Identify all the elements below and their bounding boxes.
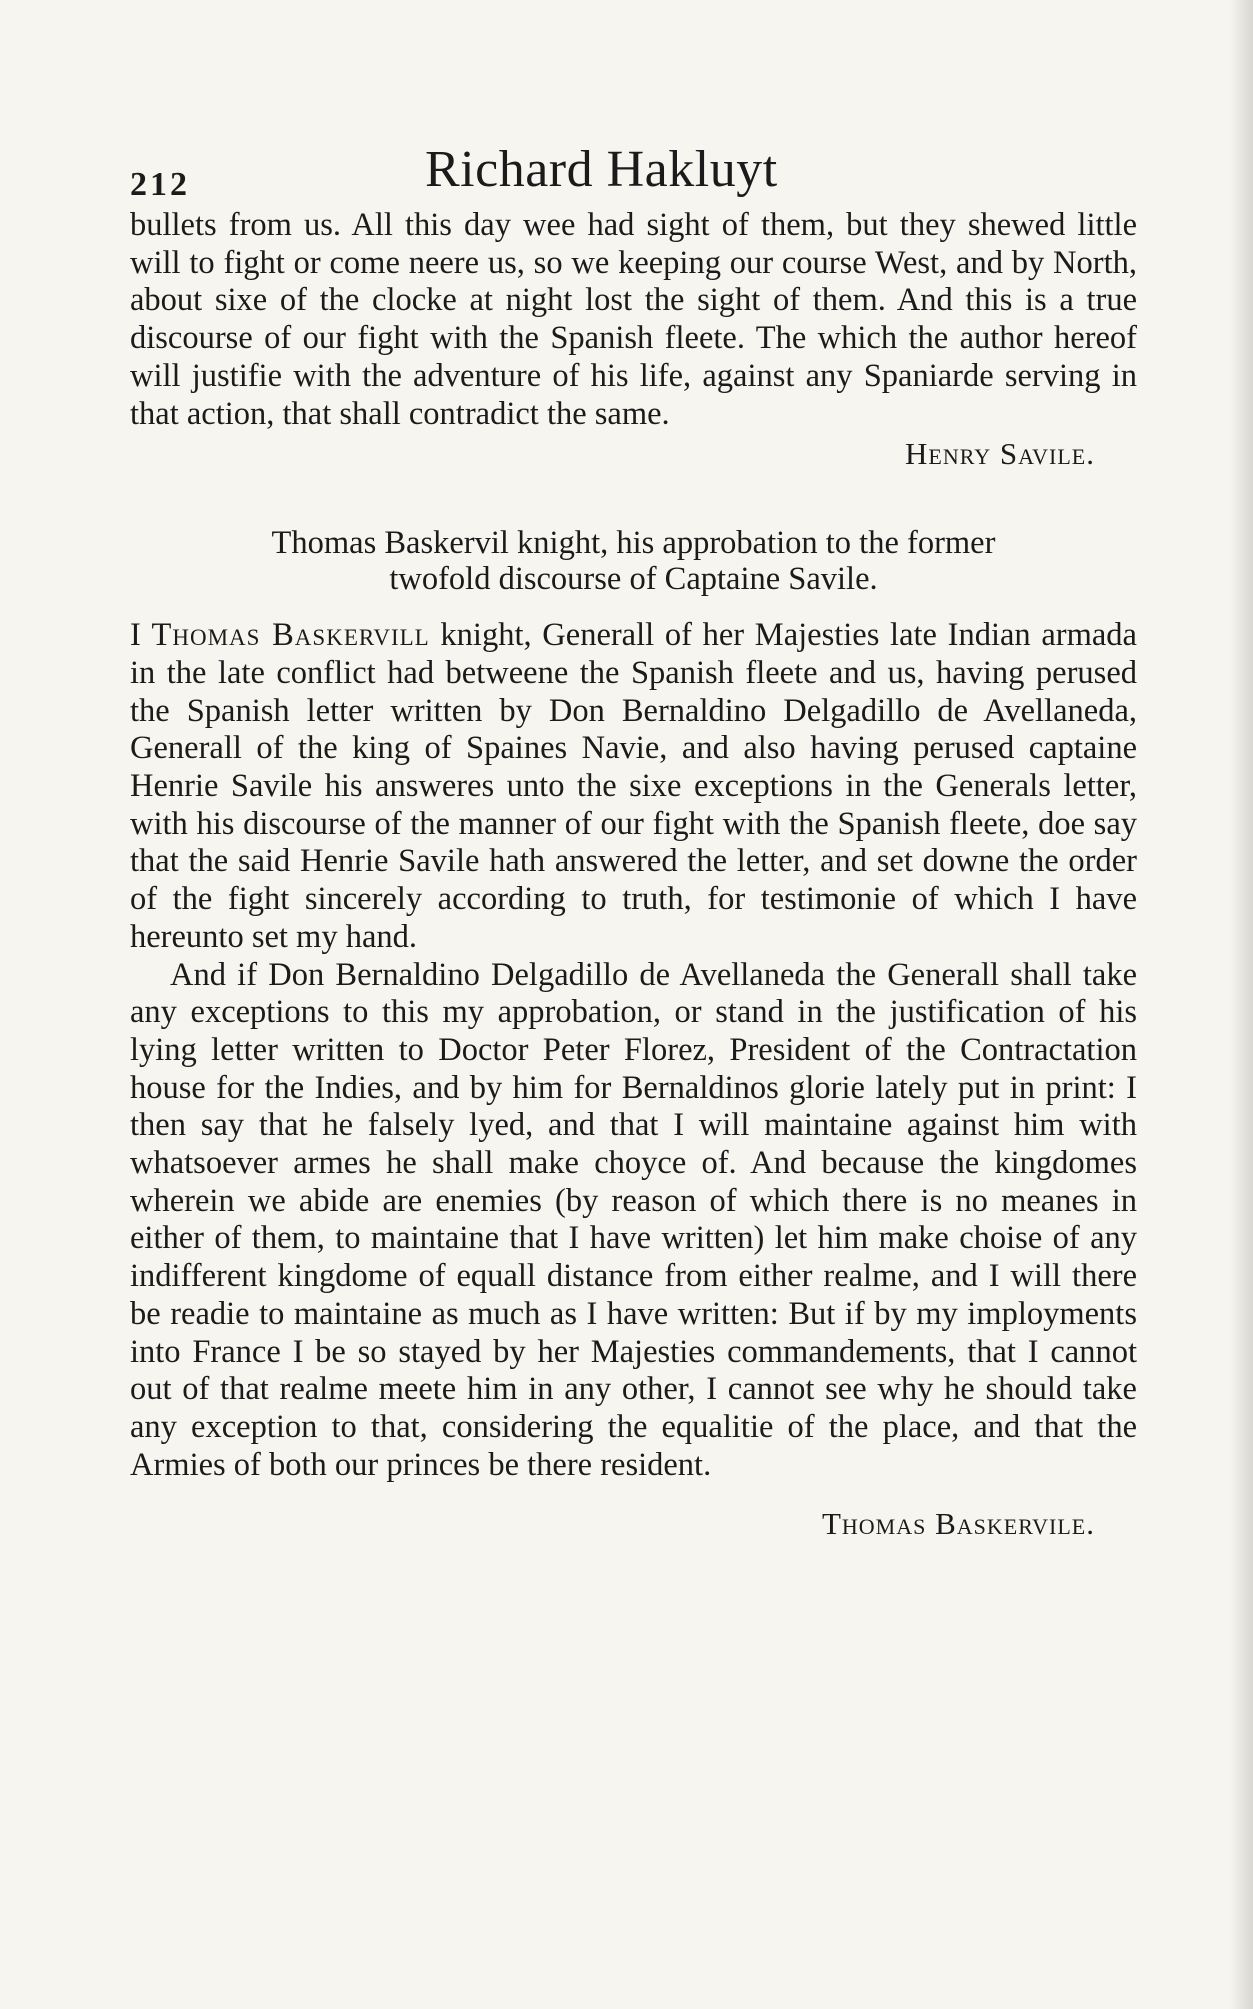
running-head: Richard Hakluyt [425, 141, 778, 198]
page-body [130, 207, 1137, 1542]
page-header [130, 136, 1130, 206]
signature-thomas-baskervile: Thomas Baskervile. [821, 1506, 1095, 1542]
signature-henry-savile: Henry Savile. [905, 436, 1095, 472]
approbation-text: knight, Generall of her Majesties late Indian armada in the late conflict had betweene the Spanish fleete and us, having perused the Spanish letter written by Don Bernaldino Delgadillo de Avellaneda, Generall of the king of Spaines Navie, and also having perused captaine Henrie Savile his answeres unto the sixe exceptions in the Generals letter, with his discourse of the manner of our fight with the Spanish fleete, doe say that the said Henrie Savile hath answered the letter, and set downe the order of the fight sincerely according to truth, for testimonie of which I have hereunto set my hand. [130, 617, 1137, 955]
section-heading-line-2: twofold discourse of Captaine Savile. [389, 561, 878, 598]
section-heading [130, 525, 1137, 597]
lead-name: Thomas Baskervill [151, 617, 430, 654]
paragraph-savile-conclusion: bullets from us. All this day wee had sight of them, but they shewed little will to fight or come neere us, so we keeping our course West, and by North, about sixe of the clocke at night lost the sight of them. And this is a true discourse of our fight with the Spanish fleete. The which the author hereof will justifie with the adventure of his life, against any Spaniarde serving in that action, that shall contradict the same. [130, 207, 1137, 432]
lead-word: I [130, 617, 141, 654]
section-heading-line-1: Thomas Baskervil knight, his approbation to the former [271, 525, 996, 562]
page-edge-shadow [1229, 0, 1253, 2009]
page-number: 212 [130, 166, 190, 203]
paragraph-challenge: And if Don Bernaldino Delgadillo de Avellaneda the Generall shall take any exceptions to this my approbation, or stand in the justification of his lying letter written to Doctor Peter Florez, President of the Contractation house for the Indies, and by him for Bernaldinos glorie lately put in print: I then say that he falsely lyed, and that I will maintaine against him with whatsoever armes he shall make choyce of. And because the kingdomes wherein we abide are enemies (by reason of which there is no meanes in either of them, to maintaine that I have written) let him make choise of any indifferent kingdome of equall distance from either realme, and I will there be readie to maintaine as much as I have written: But if by my imployments into France I be so stayed by her Majesties commandements, that I cannot out of that realme meete him in any other, I cannot see why he should take any exception to that, considering the equalitie of the place, and that the Armies of both our princes be there resident. [130, 956, 1137, 1483]
paragraph-approbation [130, 617, 1137, 956]
